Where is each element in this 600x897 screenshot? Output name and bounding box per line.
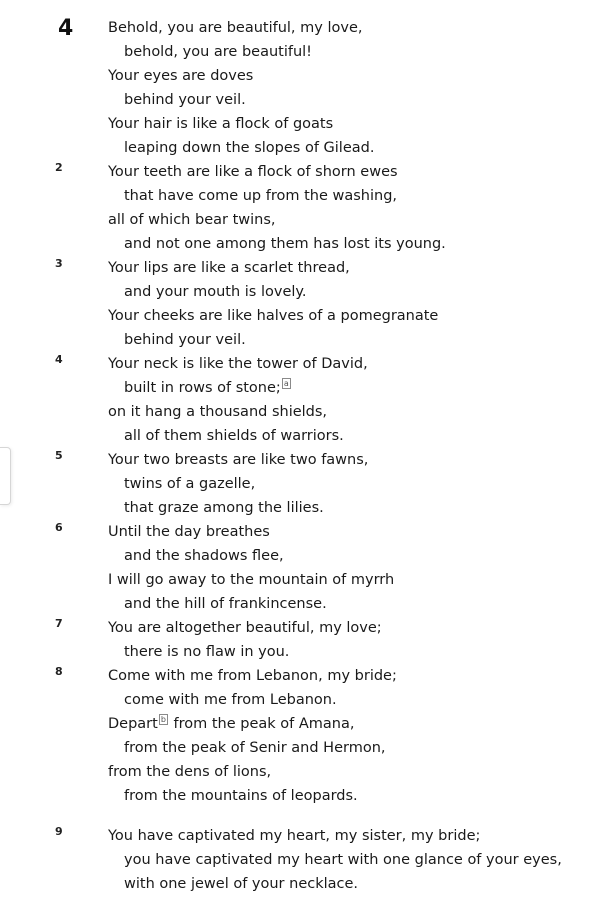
verse-2 <box>0 160 600 256</box>
verse-line: and the hill of frankincense. <box>124 596 327 612</box>
verse-number: 5 <box>55 449 63 462</box>
verse-number: 4 <box>55 353 63 366</box>
verse-line: behind your veil. <box>124 92 246 108</box>
verse-line: behind your veil. <box>124 332 246 348</box>
verse-line-text: from the peak of Amana, <box>168 716 355 732</box>
verse-line: all of which bear twins, <box>108 212 276 228</box>
verse-line: Your lips are like a scarlet thread, <box>108 260 350 276</box>
verse-line: that graze among the lilies. <box>124 500 324 516</box>
verse-line-text: Depart <box>108 716 158 732</box>
verse-line: You are altogether beautiful, my love; <box>108 620 382 636</box>
verse-line: Your neck is like the tower of David, <box>108 356 368 372</box>
verse-1 <box>0 16 600 160</box>
footnote-marker-b[interactable]: b <box>160 715 166 724</box>
verse-line: Come with me from Lebanon, my bride; <box>108 668 397 684</box>
verse-line: and not one among them has lost its young. <box>124 236 446 252</box>
verse-4 <box>0 352 600 448</box>
verse-line-text: built in rows of stone; <box>124 380 281 396</box>
verse-line: Your eyes are doves <box>108 68 254 84</box>
verse-line: Your two breasts are like two fawns, <box>108 452 369 468</box>
verse-number: 8 <box>55 665 63 678</box>
verse-line <box>0 376 600 400</box>
chapter-number: 4 <box>58 16 74 41</box>
verse-line <box>0 712 600 736</box>
verse-line: from the dens of lions, <box>108 764 272 780</box>
verse-number: 7 <box>55 617 63 630</box>
verse-line: Until the day breathes <box>108 524 270 540</box>
verse-number: 9 <box>55 825 63 838</box>
verse-line: from the peak of Senir and Hermon, <box>124 740 386 756</box>
verse-7 <box>0 616 600 664</box>
verse-line: and the shadows flee, <box>124 548 284 564</box>
footnote-marker-a[interactable]: a <box>283 379 289 388</box>
verse-line: You have captivated my heart, my sister, my bride; <box>108 828 481 844</box>
scripture-passage <box>0 16 600 896</box>
verse-line: I will go away to the mountain of myrrh <box>108 572 395 588</box>
verse-line: Your cheeks are like halves of a pomegranate <box>108 308 439 324</box>
verse-8 <box>0 664 600 808</box>
verse-9 <box>0 824 600 896</box>
verse-line: from the mountains of leopards. <box>124 788 358 804</box>
verse-line: and your mouth is lovely. <box>124 284 307 300</box>
verse-line: come with me from Lebanon. <box>124 692 337 708</box>
verse-line: on it hang a thousand shields, <box>108 404 328 420</box>
verse-5 <box>0 448 600 520</box>
verse-line: that have come up from the washing, <box>124 188 398 204</box>
verse-number: 6 <box>55 521 63 534</box>
verse-line: behold, you are beautiful! <box>124 44 312 60</box>
verse-3 <box>0 256 600 352</box>
verse-line: leaping down the slopes of Gilead. <box>124 140 375 156</box>
verse-line: you have captivated my heart with one glance of your eyes, <box>124 852 562 868</box>
verse-line: with one jewel of your necklace. <box>124 876 359 892</box>
verse-line: Behold, you are beautiful, my love, <box>108 20 363 36</box>
verse-line: twins of a gazelle, <box>124 476 256 492</box>
verse-line: Your hair is like a flock of goats <box>108 116 334 132</box>
verse-line: all of them shields of warriors. <box>124 428 344 444</box>
verse-6 <box>0 520 600 616</box>
verse-line: there is no flaw in you. <box>124 644 290 660</box>
verse-line: Your teeth are like a flock of shorn ewes <box>108 164 398 180</box>
verse-number: 3 <box>55 257 63 270</box>
verse-number: 2 <box>55 161 63 174</box>
